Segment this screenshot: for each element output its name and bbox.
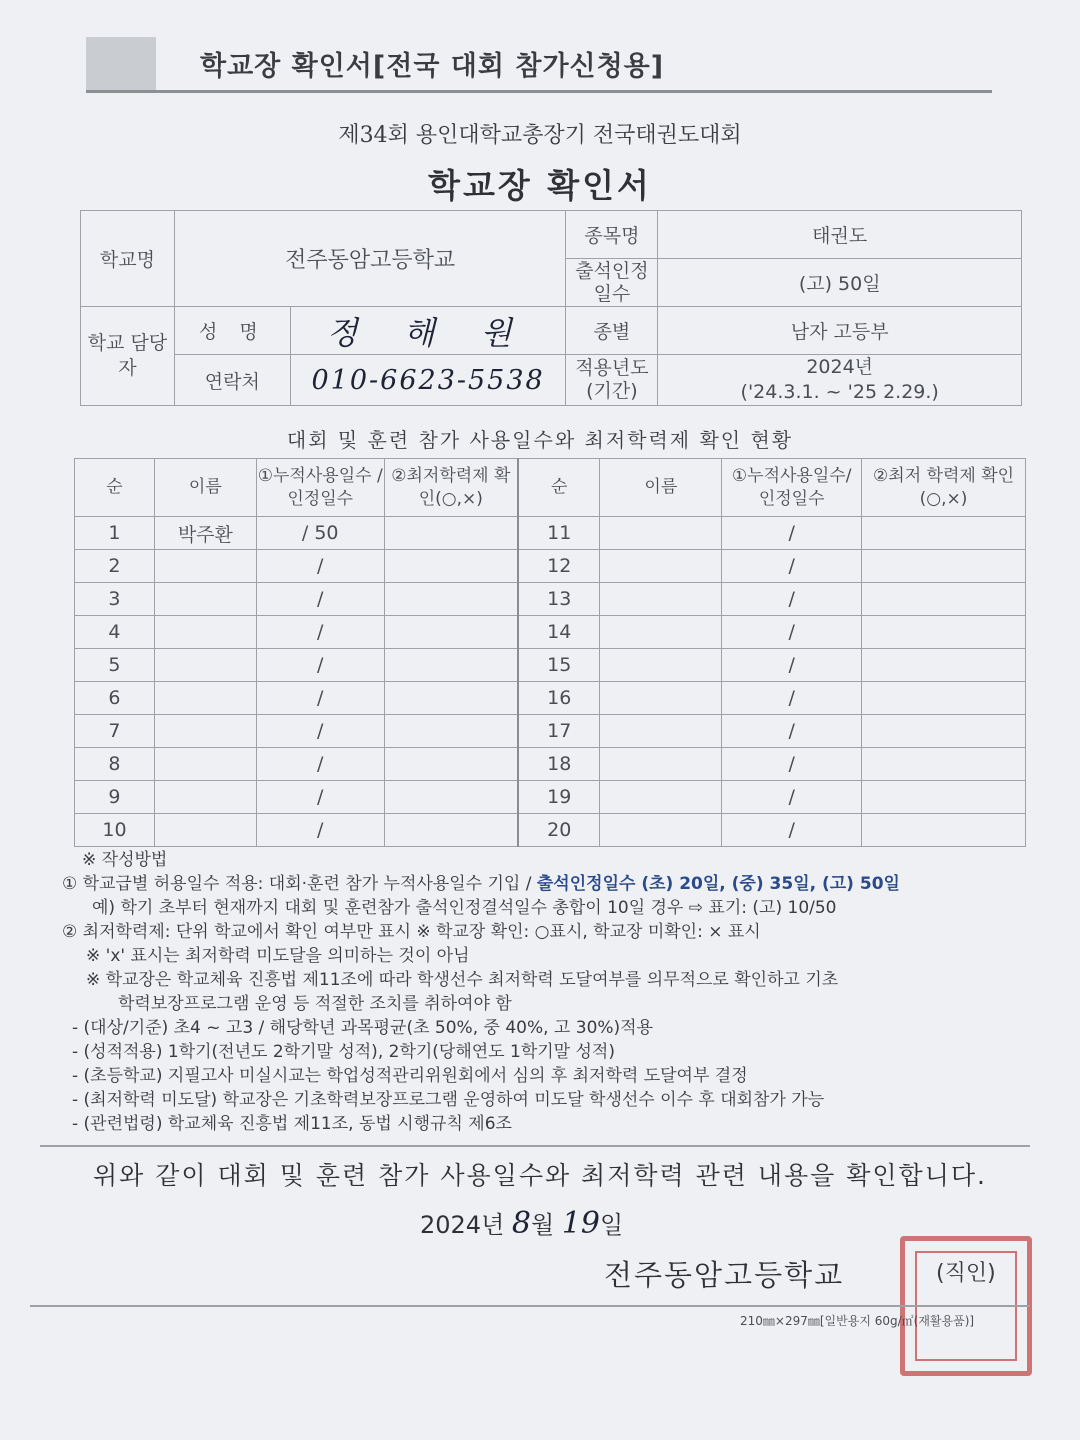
row-check (384, 682, 518, 715)
year-label: 적용년도 (기간) (566, 355, 658, 406)
note-8: - (초등학교) 지필고사 미실시교는 학업성적관리위원회에서 심의 후 최저학력 도달여부 결정 (72, 1066, 748, 1086)
row-no: 5 (75, 649, 155, 682)
row-name: 박주환 (154, 517, 256, 550)
table-row (75, 649, 1026, 682)
row-name (154, 682, 256, 715)
section-title: 대회 및 훈련 참가 사용일수와 최저학력제 확인 현황 (286, 428, 794, 452)
row-no-right: 11 (518, 517, 600, 550)
row-days: / (256, 649, 384, 682)
row-name (154, 649, 256, 682)
row-check-right (862, 748, 1026, 781)
col-days: ①누적사용일수 /인정일수 (256, 459, 384, 517)
row-days: / (256, 715, 384, 748)
row-check-right (862, 781, 1026, 814)
row-days-right: / (722, 715, 862, 748)
category-value: 남자 고등부 (658, 307, 1022, 355)
row-check (384, 715, 518, 748)
row-check (384, 649, 518, 682)
col-days-right: ①누적사용일수/ 인정일수 (722, 459, 862, 517)
row-name (154, 616, 256, 649)
row-no-right: 14 (518, 616, 600, 649)
row-name-right (600, 550, 722, 583)
row-name-right (600, 583, 722, 616)
row-days-right: / (722, 682, 862, 715)
date-year: 2024년 (420, 1211, 505, 1239)
confirmation-statement: 위와 같이 대회 및 훈련 참가 사용일수와 최저학력 관련 내용을 확인합니다. (93, 1161, 987, 1190)
row-check (384, 550, 518, 583)
row-check-right (862, 814, 1026, 847)
row-check (384, 748, 518, 781)
school-info-table (80, 210, 1022, 406)
row-no: 4 (75, 616, 155, 649)
row-no-right: 20 (518, 814, 600, 847)
row-check-right (862, 517, 1026, 550)
contact-value: 010-6623-5538 (290, 355, 566, 406)
row-check (384, 781, 518, 814)
row-no-right: 16 (518, 682, 600, 715)
participant-table (74, 458, 1026, 847)
footer-divider (30, 1305, 1030, 1307)
row-days: / (256, 616, 384, 649)
year-value: 2024년 (806, 356, 874, 378)
row-days-right: / (722, 550, 862, 583)
row-check (384, 583, 518, 616)
row-no: 1 (75, 517, 155, 550)
manager-signature: 정 해 원 (290, 307, 566, 355)
row-check-right (862, 616, 1026, 649)
row-days-right: / (722, 748, 862, 781)
row-check-right (862, 682, 1026, 715)
notes-title: ※ 작성방법 (82, 850, 168, 870)
row-name (154, 550, 256, 583)
row-no: 8 (75, 748, 155, 781)
row-no: 10 (75, 814, 155, 847)
manager-label: 학교 담당자 (81, 307, 175, 406)
writing-instructions (62, 848, 1042, 1136)
row-name-right (600, 649, 722, 682)
col-no: 순 (75, 459, 155, 517)
note-1 (62, 872, 1042, 896)
note-1-highlight: 출석인정일수 (초) 20일, (중) 35일, (고) 50일 (536, 874, 900, 894)
note-1-text: ① 학교급별 허용일수 적용: 대회·훈련 참가 누적사용일수 기입 / (62, 874, 537, 894)
row-days-right: / (722, 616, 862, 649)
row-name-right (600, 781, 722, 814)
row-check (384, 517, 518, 550)
note-2: ② 최저학력제: 단위 학교에서 확인 여부만 표시 ※ 학교장 확인: ○표시, 학교장 미확인: × 표시 (62, 922, 761, 942)
col-no-right: 순 (518, 459, 600, 517)
year-cell (658, 355, 1022, 406)
row-check-right (862, 550, 1026, 583)
row-days-right: / (722, 583, 862, 616)
event-label: 종목명 (566, 211, 658, 259)
row-name-right (600, 616, 722, 649)
table-row (75, 616, 1026, 649)
row-name (154, 781, 256, 814)
note-9: - (최저학력 미도달) 학교장은 기초학력보장프로그램 운영하여 미도달 학생선수 이수 후 대회참가 가능 (72, 1090, 825, 1110)
date-month: 8 (511, 1206, 531, 1241)
document-title: 학교장 확인서 (428, 166, 652, 205)
banner-title: 학교장 확인서[전국 대회 참가신청용] (200, 51, 665, 82)
col-name-right: 이름 (600, 459, 722, 517)
attendance-value: (고) 50일 (658, 259, 1022, 307)
row-no-right: 18 (518, 748, 600, 781)
row-name-right (600, 682, 722, 715)
row-no: 3 (75, 583, 155, 616)
period-value: ('24.3.1. ~ '25 2.29.) (740, 381, 939, 403)
table-header-row (75, 459, 1026, 517)
row-days-right: / (722, 649, 862, 682)
col-name: 이름 (154, 459, 256, 517)
row-no-right: 17 (518, 715, 600, 748)
attendance-label: 출석인정 일수 (566, 259, 658, 307)
row-days-right: / (722, 517, 862, 550)
row-name-right (600, 517, 722, 550)
row-check-right (862, 583, 1026, 616)
row-no: 2 (75, 550, 155, 583)
row-days: / (256, 583, 384, 616)
row-no: 9 (75, 781, 155, 814)
signer-school: 전주동암고등학교 (604, 1258, 845, 1292)
paper-spec: 210㎜×297㎜[일반용지 60g/㎡(재활용품)] (740, 1314, 975, 1328)
category-label: 종별 (566, 307, 658, 355)
table-row (75, 781, 1026, 814)
note-1-example: 예) 학기 초부터 현재까지 대회 및 훈련참가 출석인정결석일수 총합이 10일 경우 ⇨ 표기: (고) 10/50 (92, 898, 837, 918)
row-name (154, 814, 256, 847)
row-no: 7 (75, 715, 155, 748)
table-row (75, 715, 1026, 748)
row-check (384, 814, 518, 847)
row-no-right: 15 (518, 649, 600, 682)
table-row (75, 748, 1026, 781)
row-days-right: / (722, 781, 862, 814)
row-name-right (600, 748, 722, 781)
row-name (154, 583, 256, 616)
row-days: / 50 (256, 517, 384, 550)
row-no-right: 19 (518, 781, 600, 814)
school-value: 전주동암고등학교 (174, 211, 566, 307)
signature-date (420, 1205, 623, 1241)
event-title: 제34회 용인대학교총장기 전국태권도대회 (338, 123, 742, 148)
row-days: / (256, 550, 384, 583)
table-row (75, 517, 1026, 550)
note-10: - (관련법령) 학교체육 진흥법 제11조, 동법 시행규칙 제6조 (72, 1114, 512, 1134)
row-days: / (256, 781, 384, 814)
date-day: 19 (561, 1206, 601, 1241)
row-name (154, 748, 256, 781)
table-row (75, 682, 1026, 715)
row-name (154, 715, 256, 748)
col-check: ②최저학력제 확인(○,×) (384, 459, 518, 517)
row-name-right (600, 814, 722, 847)
table-row (75, 814, 1026, 847)
row-check (384, 616, 518, 649)
note-4: ※ 학교장은 학교체육 진흥법 제11조에 따라 학생선수 최저학력 도달여부를 의무적으로 확인하고 기초 (86, 970, 839, 990)
row-no: 6 (75, 682, 155, 715)
note-5: 학력보장프로그램 운영 등 적절한 조치를 취하여야 함 (118, 994, 512, 1014)
row-no-right: 13 (518, 583, 600, 616)
col-check-right: ②최저 학력제 확인(○,×) (862, 459, 1026, 517)
note-6: - (대상/기준) 초4 ~ 고3 / 해당학년 과목평균(초 50%, 중 40%, 고 30%)적용 (72, 1018, 654, 1038)
row-no-right: 12 (518, 550, 600, 583)
row-name-right (600, 715, 722, 748)
row-days-right: / (722, 814, 862, 847)
school-label: 학교명 (81, 211, 175, 307)
date-month-unit: 월 (531, 1211, 555, 1239)
row-check-right (862, 649, 1026, 682)
row-days: / (256, 682, 384, 715)
date-day-unit: 일 (600, 1211, 624, 1239)
banner-divider (86, 90, 992, 93)
table-row (75, 550, 1026, 583)
banner-block (86, 37, 156, 93)
table-row (75, 583, 1026, 616)
row-days: / (256, 814, 384, 847)
notes-divider (40, 1145, 1030, 1147)
note-7: - (성적적용) 1학기(전년도 2학기말 성적), 2학기(당해연도 1학기말 성적) (72, 1042, 615, 1062)
seal-label: (직인) (936, 1261, 996, 1286)
note-3: ※ 'x' 표시는 최저학력 미도달을 의미하는 것이 아님 (86, 946, 470, 966)
row-check-right (862, 715, 1026, 748)
contact-label: 연락처 (174, 355, 290, 406)
event-value: 태권도 (658, 211, 1022, 259)
row-days: / (256, 748, 384, 781)
name-label: 성 명 (174, 307, 290, 355)
